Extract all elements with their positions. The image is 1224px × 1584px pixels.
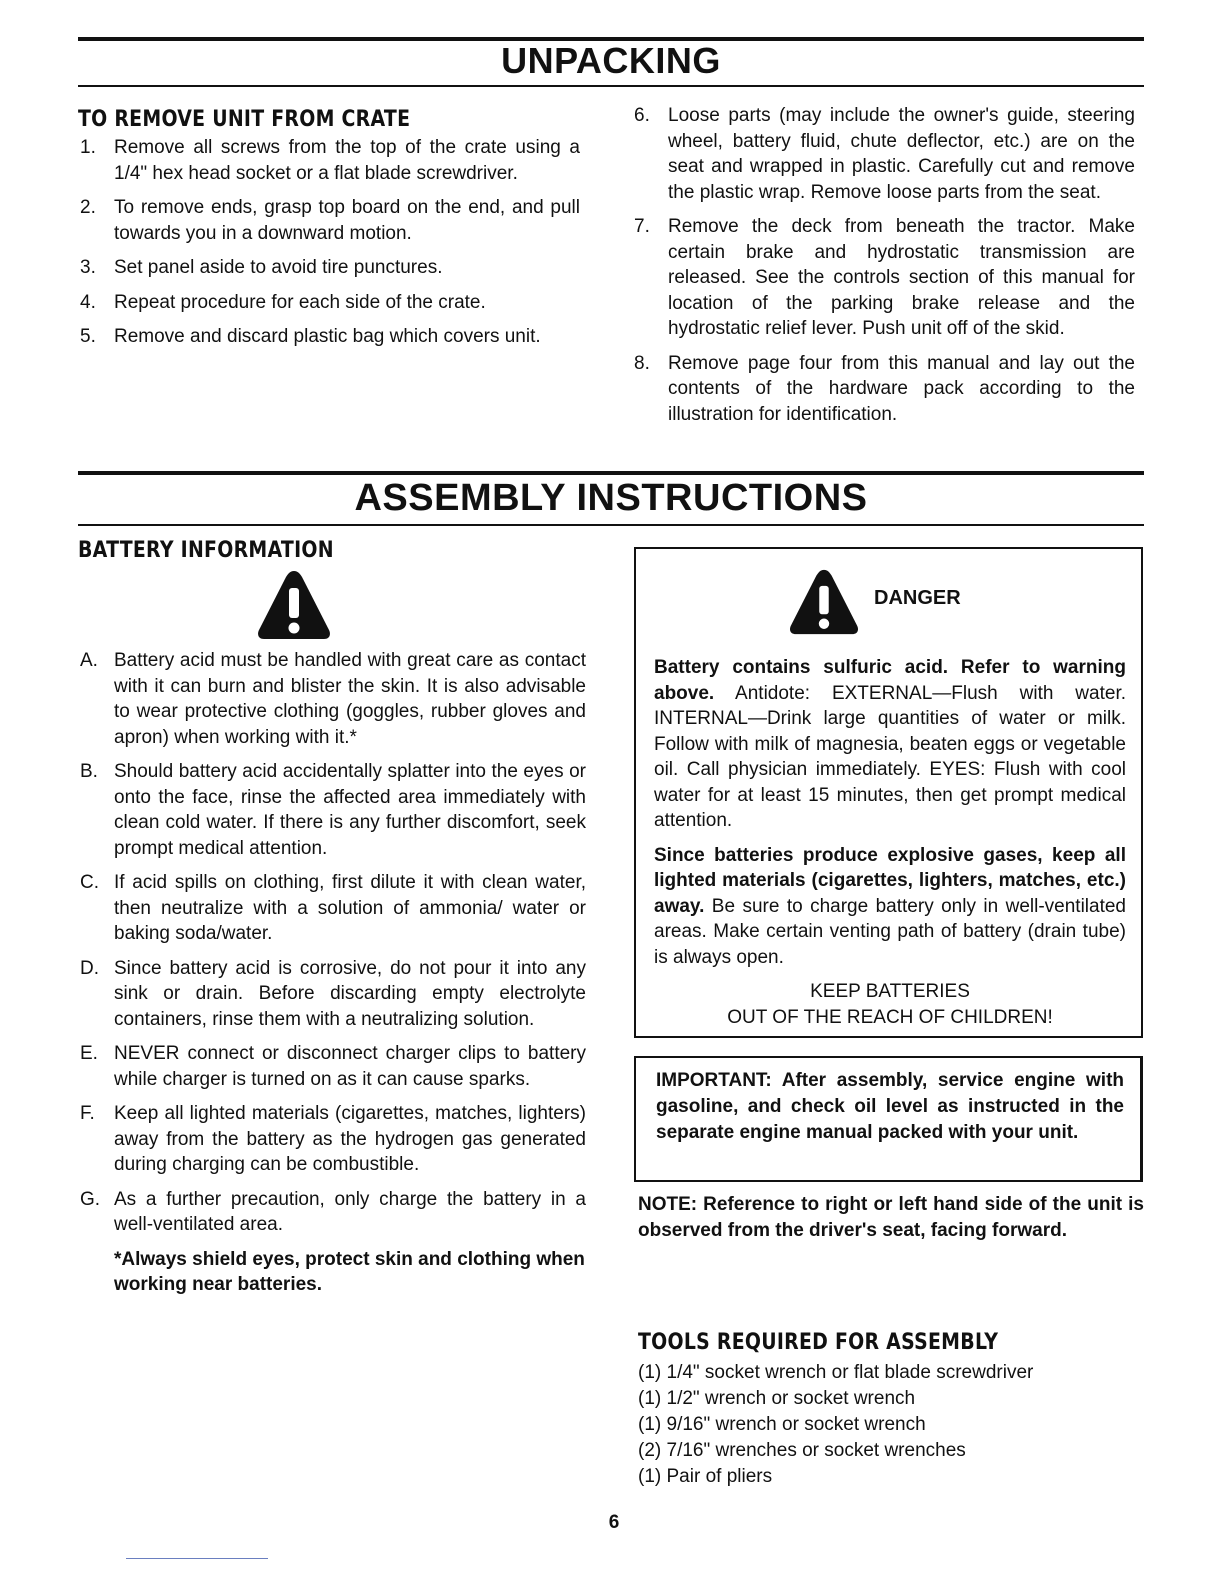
unpacking-title: UNPACKING	[501, 40, 721, 81]
unpacking-step	[632, 214, 1135, 342]
battery-item-number: A.	[80, 650, 98, 671]
danger-p2-text: Be sure to charge battery only in well-ventilated areas. Make certain venting path of battery (drain tube) is always open.	[654, 895, 1126, 968]
unpacking-step	[78, 324, 580, 350]
tools-required-subhead: TOOLS REQUIRED FOR ASSEMBLY	[638, 1330, 999, 1355]
unpacking-step-text: Remove all screws from the top of the crate using a 1/4" hex head socket or a flat blade screwdriver.	[114, 137, 580, 184]
battery-item	[78, 870, 586, 947]
unpacking-step-text: Set panel aside to avoid tire punctures.	[114, 257, 443, 278]
note-text: NOTE: Reference to right or left hand side of the unit is observed from the driver's seat, facing forward.	[638, 1194, 1144, 1241]
unpacking-step	[78, 195, 580, 246]
danger-text	[654, 655, 1126, 1030]
battery-item-text: NEVER connect or disconnect charger clips to battery while charger is turned on as it can cause sparks.	[114, 1043, 586, 1090]
battery-item	[78, 1187, 586, 1238]
unpacking-left-steps	[78, 135, 580, 359]
danger-paragraph-2	[654, 843, 1126, 971]
battery-item-text: Battery acid must be handled with great care as contact with it can burn and blister the skin. It is also advisable to wear protective clothing (goggles, rubber gloves and apron) when working with it.*	[114, 650, 586, 748]
remove-unit-subhead: TO REMOVE UNIT FROM CRATE	[78, 107, 411, 132]
keep-batteries-line-2: OUT OF THE REACH OF CHILDREN!	[727, 1006, 1053, 1028]
tool-item: (2) 7/16" wrenches or socket wrenches	[638, 1440, 966, 1461]
battery-item-number: G.	[80, 1188, 101, 1210]
unpacking-step	[78, 290, 580, 316]
tool-item: (1) 1/4" socket wrench or flat blade screwdriver	[638, 1362, 1034, 1383]
unpacking-step	[632, 103, 1135, 205]
unpacking-bottom-rule	[78, 85, 1144, 87]
important-box	[634, 1056, 1143, 1182]
unpacking-step	[632, 351, 1135, 428]
tool-item: (1) Pair of pliers	[638, 1466, 773, 1487]
keep-batteries-line-1: KEEP BATTERIES	[810, 981, 970, 1002]
battery-item-number: E.	[80, 1043, 98, 1064]
unpacking-step-number: 1.	[80, 137, 96, 158]
footer-line	[126, 1558, 268, 1559]
warning-triangle-icon	[255, 568, 333, 642]
battery-item-number: B.	[80, 761, 98, 782]
battery-item-number: C.	[80, 872, 99, 893]
battery-item-text: If acid spills on clothing, first dilute it with clean water, then neutralize with a solution of ammonia/ water or baking soda/water.	[114, 872, 586, 944]
danger-paragraph-1	[654, 655, 1126, 834]
tool-item: (1) 9/16" wrench or socket wrench	[638, 1414, 926, 1435]
battery-item-number: D.	[80, 957, 99, 979]
unpacking-step	[78, 135, 580, 186]
assembly-title: ASSEMBLY INSTRUCTIONS	[354, 477, 868, 519]
danger-p1-text: Antidote: EXTERNAL—Flush with water. INTERNAL—Drink large quantities of water or milk. Follow with milk of magnesia, beaten eggs or vegetable oil. Call physician immediately. EYES: Flush with cool water for at least 15 minutes, then get prompt medical attention.	[654, 682, 1126, 831]
unpacking-step-text: Remove page four from this manual and lay out the contents of the hardware pack according to the illustration for identification.	[668, 352, 1135, 425]
tool-item: (1) 1/2" wrench or socket wrench	[638, 1388, 916, 1409]
unpacking-step	[78, 255, 580, 281]
battery-item-number: F.	[80, 1103, 95, 1124]
important-text: IMPORTANT: After assembly, service engine with gasoline, and check oil level as instructed in the separate engine manual packed with your unit.	[656, 1070, 1124, 1143]
unpacking-step-number: 5.	[80, 326, 96, 347]
danger-p1-bold: Battery contains sulfuric acid. Refer to warning above.	[654, 657, 1126, 704]
battery-item	[78, 956, 586, 1033]
battery-item-text: Should battery acid accidentally splatter into the eyes or onto the face, rinse the affected area immediately with clean cold water. If there is any further discomfort, seek prompt medical attention.	[114, 761, 586, 859]
battery-item	[78, 759, 586, 861]
battery-item	[78, 1041, 586, 1092]
page-number: 6	[608, 1512, 620, 1533]
unpacking-step-number: 8.	[634, 352, 650, 374]
battery-item-text: Since battery acid is corrosive, do not pour it into any sink or drain. Before discarding empty electrolyte containers, rinse them with a neutralizing solution.	[114, 957, 586, 1030]
battery-item-text: Keep all lighted materials (cigarettes, matches, lighters) away from the battery as the hydrogen gas generated during charging can be combustible.	[114, 1103, 586, 1175]
danger-label: DANGER	[874, 587, 961, 609]
battery-info-subhead: BATTERY INFORMATION	[78, 538, 334, 563]
battery-item	[78, 1101, 586, 1178]
battery-info-list	[78, 648, 586, 1298]
assembly-top-rule	[78, 471, 1144, 475]
battery-item	[78, 648, 586, 750]
battery-footnote: *Always shield eyes, protect skin and clothing when working near batteries.	[114, 1248, 585, 1295]
unpacking-step-number: 6.	[634, 105, 650, 126]
tools-list	[638, 1360, 1033, 1490]
unpacking-step-number: 4.	[80, 291, 96, 313]
unpacking-step-text: Loose parts (may include the owner's guide, steering wheel, battery fluid, chute deflector, etc.) are on the seat and wrapped in plastic. Carefully cut and remove the plastic wrap. Remove loose parts from the seat.	[668, 105, 1135, 203]
danger-box	[634, 547, 1143, 1038]
unpacking-step-number: 3.	[80, 257, 96, 278]
unpacking-step-text: Remove the deck from beneath the tractor. Make certain brake and hydrostatic transmission are released. See the controls section of this manual for location of the parking brake release and the hydrostatic relief lever. Push unit off of the skid.	[668, 216, 1135, 339]
unpacking-step-number: 7.	[634, 216, 650, 237]
unpacking-step-number: 2.	[80, 197, 96, 218]
unpacking-step-text: Remove and discard plastic bag which covers unit.	[114, 326, 541, 347]
danger-triangle-icon	[786, 567, 862, 637]
assembly-bottom-rule	[78, 524, 1144, 526]
unpacking-right-steps	[632, 103, 1135, 436]
unpacking-step-text: Repeat procedure for each side of the crate.	[114, 291, 486, 313]
unpacking-step-text: To remove ends, grasp top board on the end, and pull towards you in a downward motion.	[114, 197, 580, 244]
danger-p2-bold: Since batteries produce explosive gases, keep all lighted materials (cigarettes, lighters, matches, etc.) away.	[654, 844, 1126, 917]
battery-item-text: As a further precaution, only charge the battery in a well-ventilated area.	[114, 1188, 586, 1235]
